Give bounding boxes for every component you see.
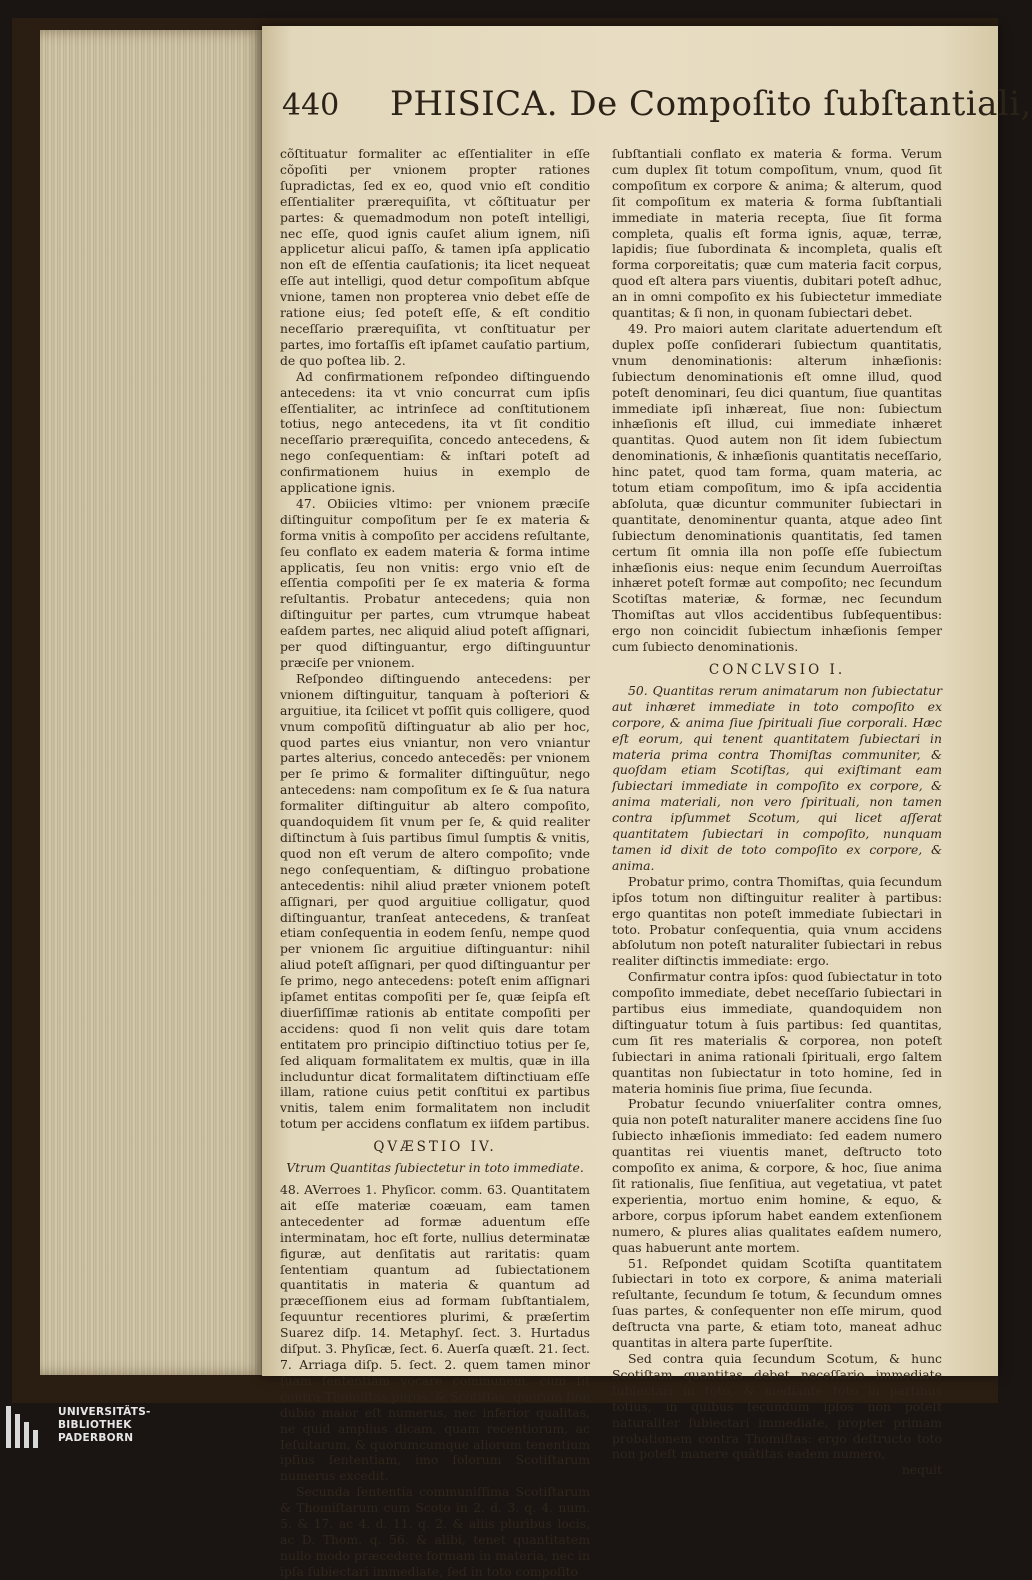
paragraph: 50. Quantitas rerum animatarum non ſubiectatur aut inhæret immediate in toto compoſito ex corpore, & anima ſiue ſpirituali ſiue corporali. Hæc eſt eorum, qui tenent quantitatem ſubiectari in materia prima contra Thomiſtas communiter, & quoſdam etiam Scotiſtas, qui exiſtimant eam ſubiectari immediate in compoſito ex corpore, & anima materiali, non vero ſpirituali, non tamen contra ipſummet Scotum, qui licet aſſerat quantitatem ſubiectari in compoſito, nunquam tamen id dixit de toto compoſito ex corpore, & anima.: [612, 682, 942, 873]
right-column: [612, 146, 943, 1478]
logo-line-3: PADERBORN: [58, 1432, 134, 1444]
logo-line-1: UNIVERSITÄTS-: [58, 1406, 151, 1418]
paragraph: 51. Reſpondet quidam Scotiſta quantitatem ſubiectari in toto ex corpore, & anima materiali reſultante, ſecundum ſe totum, & ſecundum omnes ſuas partes, & conſequenter non eſſe mirum, quod deſtructa vna parte, & etiam toto, maneat adhuc quantitas in altera parte ſuperſtite.: [612, 1255, 942, 1351]
paragraph: Secunda ſententia communiſſima Scotiſtarum & Thomiſtarum cum Scoto in 2. d. 3. q. 4. num. 5. & 17. ac 4. d. 11. q. 2. & aliis pluribus locis, ac D. Thom. q. 56. & alibi, tenet quantitatem nullo modo præcedere formam in materia, nec in ipſa ſubiectari immediate, ſed in toto compoſito: [280, 1484, 590, 1579]
paragraph: cõſtituatur formaliter ac eſſentialiter in eſſe cõpoſiti per vnionem propter rationes ſupradictas, ſed ex eo, quod vnio eſt conditio eſſentialiter prærequiſita, vt cõſtituatur per partes: & quemadmodum non poteſt intelligi, nec eſſe, quod ignis cauſet alium ignem, niſi applicetur alicui paſſo, & tamen ipſa applicatio non eſt de eſſentia cauſationis; ita licet nequeat eſſe aut intelligi, quod detur compoſitum abſque vnione, tamen non propterea vnio debet eſſe de ratione eius; ſed poteſt eſſe, & eſt conditio neceſſario prærequiſita, vt conſtituatur per partes, imo fortaſſis eſt ipſamet cauſatio partium, de quo poſtea lib. 2.: [280, 146, 590, 368]
paragraph: ſubſtantiali conflato ex materia & forma. Verum cum duplex ſit totum compoſitum, vnum, quod ſit compoſitum ex corpore & anima; & alterum, quod ſit compoſitum ex materia & forma ſubſtantiali immediate in materia recepta, ſiue ſit forma completa, qualis eſt forma ignis, aquæ, terræ, lapidis; ſiue ſubordinata & incompleta, qualis eſt forma corporeitatis; quæ cum materia facit corpus, quod eſt altera pars viuentis, dubitari poteſt adhuc, an in omni compoſito ex his ſubiectetur immediate quantitas; & ſi non, in quonam ſubiectari debet.: [612, 146, 942, 321]
catchword: nequit: [901, 1462, 942, 1478]
page-header: [282, 84, 1032, 132]
page-edges: [40, 30, 265, 1375]
paragraph: 47. Obiicies vltimo: per vnionem præciſe diſtinguitur compoſitum per ſe ex materia & forma vnitis à compoſito per accidens reſultante, ſeu conflato ex eadem materia & forma intime applicatis, ſeu non vnitis: ergo vnio eſt de eſſentia compoſiti per ſe ex materia & forma reſultantis. Probatur antecedens; quia non diſtinguitur per partes, cum vtrumque habeat eaſdem partes, nec aliquid aliud poteſt aſſignari, per quod diſtinguantur, ergo diſtinguuntur præciſe per vnionem.: [280, 495, 590, 670]
paragraph: Reſpondeo diſtinguendo antecedens: per vnionem diſtinguitur, tanquam à poſteriori & arguitiue, ita ſcilicet vt poſſit quis colligere, quod vnum compoſitũ diſtinguatur ab alio per hoc, quod partes eius vniantur, non vero vniantur partes alterius, concedo antecedẽs: per vnionem per ſe primo & formaliter diſtinguũtur, nego antecedens: nam compoſitum ex ſe & ſua natura formaliter diſtinguitur ab altero compoſito, quandoquidem ſit vnum per ſe, & quid realiter diſtinctum à ſuis partibus ſimul ſumptis & vnitis, quod non eſt verum de altero compoſito; vnde nego conſequentiam, & diſtinguo probatione antecedentis: nihil aliud præter vnionem poteſt aſſignari, per quod arguitiue colligatur, quod diſtinguantur, tranſeat antecedens, & tranſeat etiam conſequentia in eodem ſenſu, nempe quod per vnionem ſic arguitiue diſtinguantur: nihil aliud poteſt aſſignari, per quod diſtinguantur per ſe primo, nego antecedens: poteſt enim aſſignari ipſamet entitas compoſiti per ſe, quæ ſeipſa eſt diuerſiſſimæ rationis ab entitate compoſiti per accidens: quod ſi non velit quis dare totam entitatem pro principio diſtinctiuo totius per ſe, ſed aliquam formalitatem ex multis, quæ in illa includuntur dicat formalitatem diſtinctiuam eſſe illam, ratione cuius petit conſtitui ex partibus vnitis, talem enim formalitatem non includit totum per accidens conflatum ex iiſdem partibus.: [280, 670, 590, 1132]
page-number: 440: [282, 88, 340, 123]
library-logo-text: [58, 1406, 151, 1445]
logo-line-2: BIBLIOTHEK: [58, 1419, 132, 1431]
running-head: PHISICA. De Compoſito ſubſtantiali,: [390, 84, 1032, 124]
paragraph: 49. Pro maiori autem claritate aduertendum eſt duplex poſſe conſiderari ſubiectum quantitatis, vnum denominationis: alterum inhæſionis: ſubiectum denominationis eſt omne illud, quod poteſt denominari, ſeu dici quantum, ſiue quantitas immediate ipſi inhæreat, ſiue non: ſubiectum inhæſionis eſt illud, cui immediate inhæret quantitas. Quod autem non ſit idem ſubiectum denominationis, & inhæſionis quantitatis neceſſario, hinc patet, quod tam forma, quam materia, ac totum etiam compoſitum, imo & ipſa accidentia abſoluta, quæ dicuntur communiter ſubiectari in quantitate, denominentur quanta, atque adeo ſint ſubiectum denominationis quantitatis, ſed tamen certum ſit omnia illa non poſſe eſſe ſubiectum inhæſionis eius: neque enim ſecundum Auerroiſtas inhæret poteſt formæ aut compoſito; nec ſecundum Scotiſtas materiæ, & formæ, nec ſecundum Thomiſtas aut vllos accidentibus ſubſequentibus: ergo non coincidit ſubiectum inhæſionis ſemper cum ſubiecto denominationis.: [612, 320, 942, 655]
paragraph: 48. AVerroes 1. Phyſicor. comm. 63. Quantitatem ait eſſe materiæ coæuam, eam tamen antecedenter ad formæ aduentum eſſe interminatam, hoc eſt forte, nullius determinatæ figuræ, aut denſitatis aut raritatis: quam ſententiam quantum ad ſubiectationem quantitatis in materia & quantum ad præceſſionem eius ad formam ſubſtantialem, ſequuntur recentiores plurimi, & præſertim Suarez diſp. 14. Metaphyſ. ſect. 3. Hurtadus diſput. 3. Phyſicæ, ſect. 6. Auerſa quæſt. 21. ſect. 7. Arriaga diſp. 5. ſect. 2. quem tamen minor ſuam ſententiam vocare communem, cum ſit contra Thomiſtas puros, & Scotiſtas, quorum ſine dubio maior eſt numerus, nec inferior qualitas, ne quid amplius dicam, quam recentiorum, ac Ieſuitarum, & quorumcumque aliorum tenentium ipſius ſententiam, imo ſolorum Scotiſtarum numerus excedit.: [280, 1182, 590, 1484]
paragraph: Ad confirmationem reſpondeo diſtinguendo antecedens: ita vt vnio concurrat cum ipſis eſſentialiter, ac intrinſece ad conſtitutionem totius, nego antecedens, ita vt ſit conditio neceſſario prærequiſita, concedo antecedens, & nego conſequentiam: & inſtari poteſt ad confirmationem huius in exemplo de applicatione ignis.: [280, 368, 590, 496]
left-column: [280, 146, 590, 1579]
library-logo: [6, 1404, 186, 1452]
conclusion-heading: CONCLVSIO I.: [708, 662, 846, 678]
paragraph: Probatur primo, contra Thomiſtas, quia ſecundum ipſos totum non diſtinguitur realiter à partibus: ergo quantitas non poteſt immediate ſubiectari in toto. Probatur conſequentia, quia vnum accidens abſolutum non poteſt naturaliter ſubiectari in rebus realiter diſtinctis immediate: ergo.: [612, 873, 942, 969]
book-page: [262, 26, 1032, 1579]
question-subtitle: Vtrum Quantitas ſubiectetur in toto immediate.: [286, 1160, 584, 1176]
paragraph: Probatur ſecundo vniuerſaliter contra omnes, quia non poteſt naturaliter manere accidens ſine ſuo ſubiecto inhæſionis immediato: ſed eadem numero quantitas rei viuentis manet, deſtructo toto compoſito ex anima, & corpore, & hoc, ſiue anima ſit rationalis, ſiue ſenſitiua, aut vegetatiua, vt patet experientia, mortuo enim homine, & equo, & arbore, corpus ipſorum habet eandem extenſionem numero, & plures alias qualitates eaſdem numero, quas habuerunt ante mortem.: [612, 1096, 942, 1255]
paragraph: Sed contra quia ſecundum Scotum, & hunc Scotiſtam quantitas debet neceſſario immediate ſubiectari in toto, & mediante toto in partibus totius, in quibus ſecundum ipſos non poteſt naturaliter ſubiectari immediate, propter primam probationem contra Thomiſtas: ergo deſtructo toto non poteſt manere quãtitas eadem numero,: [612, 1350, 942, 1462]
library-logo-icon: [6, 1406, 46, 1448]
paragraph: Confirmatur contra ipſos: quod ſubiectatur in toto compoſito immediate, debet neceſſario ſubiectari in partibus eius immediate, quandoquidem non diſtinguatur totum à ſuis partibus: ſed quantitas, cum ſit res materialis & corporea, non poteſt ſubiectari in anima rationali ſpirituali, ergo ſaltem quantitas non ſubiectatur in toto homine, ſed in materia hominis ſiue prima, ſiue ſecunda.: [612, 969, 943, 1096]
question-heading: QVÆSTIO IV.: [373, 1139, 497, 1156]
